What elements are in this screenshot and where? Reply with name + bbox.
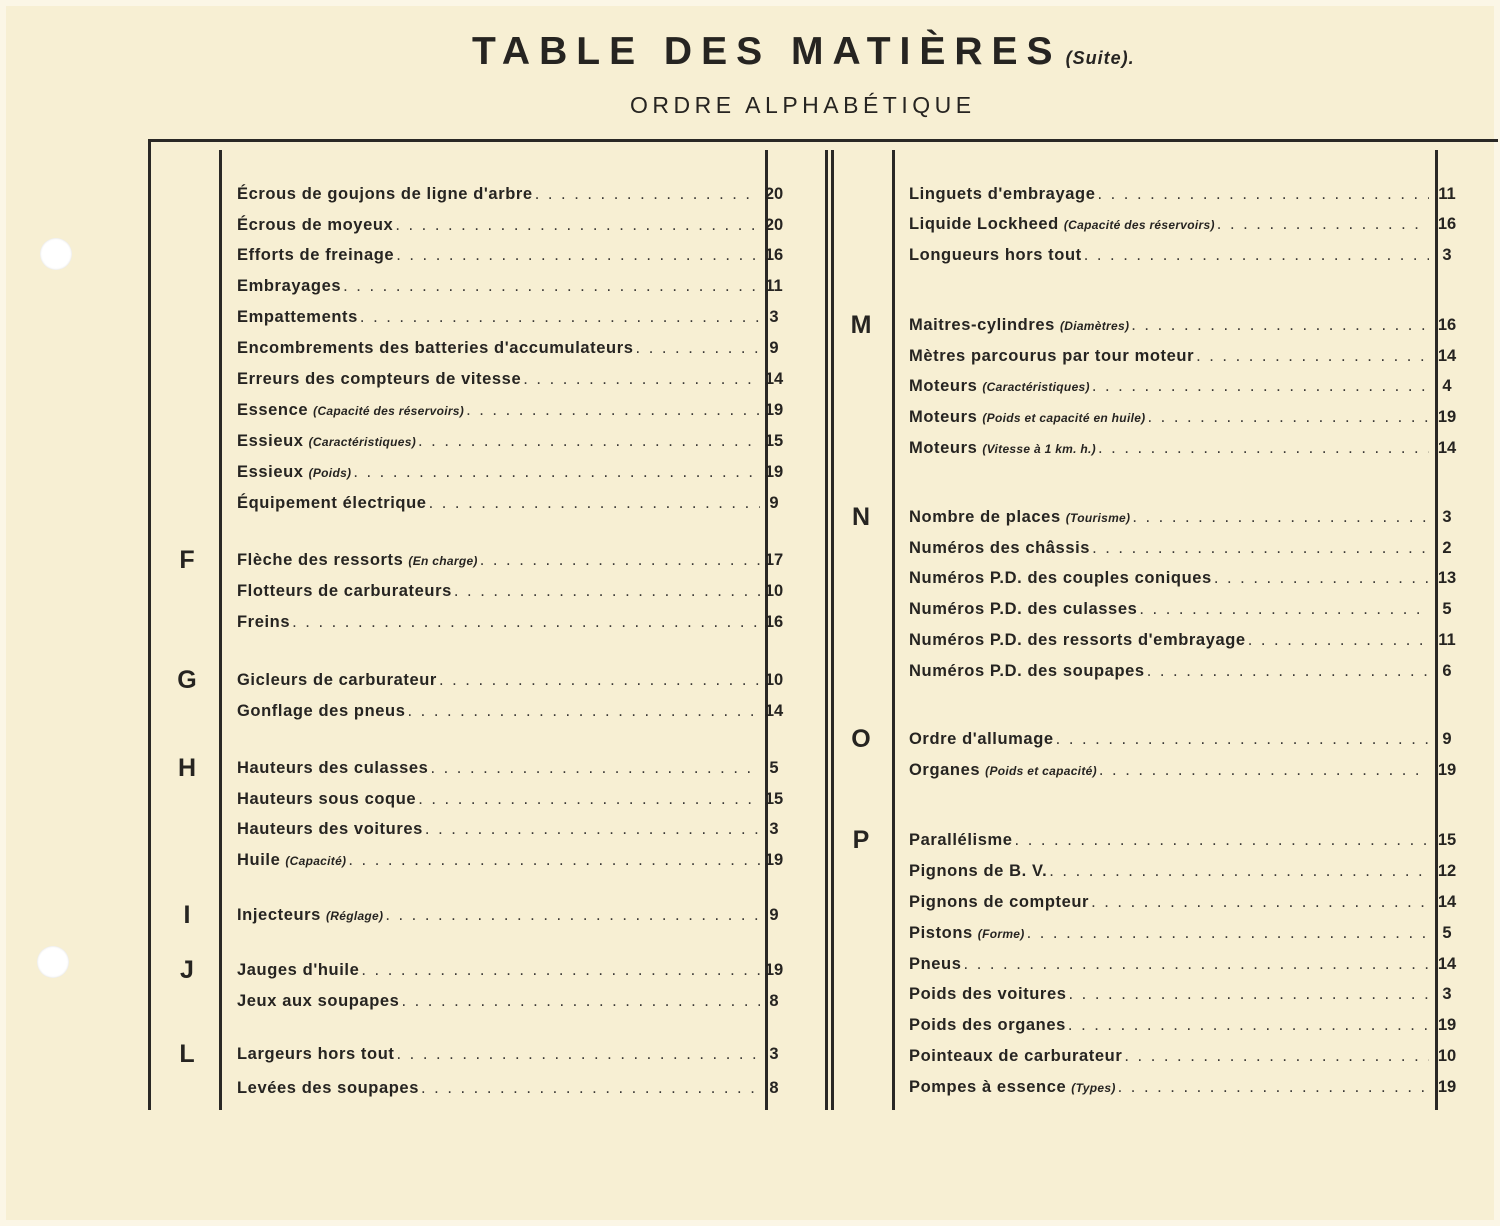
entry-page-number: 3 [769, 308, 779, 326]
dot-leader [1092, 377, 1429, 396]
entry-page-number: 15 [764, 790, 784, 808]
entry-label: Numéros P.D. des couples coniques [909, 569, 1212, 587]
title-text: TABLE DES MATIÈRES [472, 30, 1062, 73]
entry-page-number: 8 [769, 992, 779, 1010]
entry-note: (Caractéristiques) [308, 435, 417, 449]
dot-leader [466, 401, 760, 420]
dot-leader [1196, 347, 1429, 366]
index-entry[interactable] [909, 439, 1429, 463]
dot-leader [418, 432, 760, 451]
section-letter-o: O [851, 725, 871, 753]
entry-page-number: 19 [1437, 761, 1457, 779]
entry-label: Gonflage des pneus [237, 702, 406, 720]
entry-label: Numéros P.D. des culasses [909, 600, 1138, 618]
section-letter-m: M [850, 311, 872, 339]
entry-note: (Capacité) [285, 854, 347, 868]
page-subtitle: ORDRE ALPHABÉTIQUE [630, 92, 976, 118]
section-letter-g: G [177, 666, 197, 694]
entry-label: Équipement électrique [237, 494, 427, 512]
dot-leader [360, 308, 760, 327]
index-entry[interactable] [237, 1079, 760, 1103]
entry-note: (Poids et capacité en huile) [982, 411, 1146, 425]
entry-label: Hauteurs sous coque [237, 790, 417, 808]
entry-page-number: 5 [1442, 600, 1452, 618]
entry-label: Essieux [237, 432, 304, 450]
dot-leader [395, 216, 760, 235]
entry-page-number: 2 [1442, 539, 1452, 557]
index-entry[interactable] [909, 893, 1429, 917]
index-entry[interactable] [909, 408, 1429, 432]
dot-leader [430, 759, 760, 778]
index-entry[interactable] [237, 432, 760, 456]
entry-page-number: 19 [1437, 408, 1457, 426]
dot-leader [1069, 985, 1429, 1004]
index-entry[interactable] [909, 600, 1429, 624]
entry-label: Numéros P.D. des soupapes [909, 662, 1145, 680]
dot-leader [535, 185, 760, 204]
dot-leader [1139, 600, 1429, 619]
entry-label: Essence [237, 401, 309, 419]
index-entry[interactable] [909, 730, 1429, 754]
entry-page-number: 3 [1442, 508, 1452, 526]
index-entry[interactable] [237, 308, 760, 332]
entry-label: Organes [909, 761, 981, 779]
entry-label: Levées des soupapes [237, 1079, 419, 1097]
entry-label: Largeurs hors tout [237, 1045, 395, 1063]
index-entry[interactable] [237, 370, 760, 394]
entry-page-number: 19 [764, 463, 784, 481]
entry-page-number: 19 [764, 961, 784, 979]
dot-leader [1091, 893, 1429, 912]
entry-page-number: 17 [764, 551, 784, 569]
dot-leader [343, 277, 760, 296]
entry-label: Écrous de moyeux [237, 216, 394, 234]
entry-page-number: 3 [769, 820, 779, 838]
entry-page-number: 19 [764, 851, 784, 869]
entry-page-number: 9 [1442, 730, 1452, 748]
index-entry[interactable] [909, 215, 1429, 239]
index-entry[interactable] [237, 613, 760, 637]
entry-label: Maitres-cylindres [909, 316, 1055, 334]
entry-label: Embrayages [237, 277, 342, 295]
entry-page-number: 9 [769, 494, 779, 512]
section-letter-h: H [177, 754, 197, 782]
entry-label: Erreurs des compteurs de vitesse [237, 370, 522, 388]
index-entry[interactable] [237, 820, 760, 844]
entry-page-number: 11 [1438, 185, 1456, 203]
punch-hole-bottom [37, 946, 69, 978]
entry-label: Numéros P.D. des ressorts d'embrayage [909, 631, 1246, 649]
dot-leader [385, 906, 760, 925]
index-entry[interactable] [237, 582, 760, 606]
index-entry[interactable] [237, 790, 760, 814]
index-entry[interactable] [909, 955, 1429, 979]
index-entry[interactable] [909, 377, 1429, 401]
entry-label: Liquide Lockheed [909, 215, 1059, 233]
index-entry[interactable] [909, 924, 1429, 948]
entry-label: Moteurs [909, 408, 978, 426]
entry-page-number: 16 [764, 613, 784, 631]
entry-note: (Vitesse à 1 km. h.) [982, 442, 1096, 456]
index-entry[interactable] [909, 761, 1429, 785]
entry-label: Empattements [237, 308, 358, 326]
index-entry[interactable] [237, 702, 760, 726]
entry-page-number: 16 [764, 246, 784, 264]
dot-leader [480, 551, 760, 570]
entry-label: Nombre de places [909, 508, 1061, 526]
entry-label: Moteurs [909, 439, 978, 457]
section-letter-p: P [852, 826, 870, 854]
entry-page-number: 20 [764, 185, 784, 203]
entry-page-number: 3 [1442, 985, 1452, 1003]
dot-leader [292, 613, 760, 632]
entry-page-number: 3 [1442, 246, 1452, 264]
index-entry[interactable] [909, 347, 1429, 371]
index-entry[interactable] [909, 662, 1429, 686]
index-entry[interactable] [909, 831, 1429, 855]
entry-label: Gicleurs de carburateur [237, 671, 437, 689]
section-letter-j: J [180, 956, 194, 984]
entry-label: Pignons de compteur [909, 893, 1090, 911]
entry-page-number: 10 [1437, 1047, 1457, 1065]
index-entry[interactable] [909, 316, 1429, 340]
dot-leader [418, 790, 760, 809]
entry-label: Flotteurs de carburateurs [237, 582, 452, 600]
section-letter-f: F [179, 546, 195, 574]
entry-label: Pompes à essence [909, 1078, 1067, 1096]
entry-page-number: 14 [1437, 439, 1457, 457]
dot-leader [1098, 439, 1429, 458]
dot-leader [454, 582, 760, 601]
dot-leader [1214, 569, 1429, 588]
dot-leader [396, 1045, 760, 1064]
entry-page-number: 14 [1437, 893, 1457, 911]
dot-leader [1099, 761, 1429, 780]
dot-leader [421, 1079, 760, 1098]
entry-label: Longueurs hors tout [909, 246, 1082, 264]
dot-leader [1118, 1078, 1429, 1097]
section-letter-i: I [183, 901, 191, 929]
entry-page-number: 11 [1438, 631, 1456, 649]
index-entry[interactable] [237, 401, 760, 425]
index-entry[interactable] [237, 671, 760, 695]
entry-note: (Diamètres) [1059, 319, 1130, 333]
entry-page-number: 4 [1442, 377, 1452, 395]
entry-note: (Poids et capacité) [985, 764, 1097, 778]
entry-label: Pneus [909, 955, 962, 973]
dot-leader [1068, 1016, 1429, 1035]
entry-label: Moteurs [909, 377, 978, 395]
table-top-rule [148, 139, 1498, 142]
dot-leader [1124, 1047, 1429, 1066]
dot-leader [636, 339, 760, 358]
entry-page-number: 19 [1437, 1078, 1457, 1096]
left-outer-rule [148, 139, 151, 1110]
entry-note: (Poids) [308, 466, 352, 480]
entry-page-number: 20 [764, 216, 784, 234]
entry-page-number: 16 [1437, 215, 1457, 233]
entry-page-number: 3 [769, 1045, 779, 1063]
index-entry[interactable] [909, 862, 1429, 886]
left-letter-rule [219, 150, 222, 1110]
entry-note: (Capacité des réservoirs) [313, 404, 465, 418]
index-entry[interactable] [237, 339, 760, 363]
entry-page-number: 5 [769, 759, 779, 777]
dot-leader [353, 463, 760, 482]
section-letter-l: L [179, 1040, 195, 1068]
index-entry[interactable] [237, 277, 760, 301]
entry-label: Pointeaux de carburateur [909, 1047, 1123, 1065]
index-entry[interactable] [909, 185, 1429, 209]
punch-hole-top [40, 238, 72, 270]
index-entry[interactable] [909, 246, 1429, 270]
dot-leader [408, 702, 761, 721]
index-entry[interactable] [237, 246, 760, 270]
entry-page-number: 9 [769, 339, 779, 357]
index-entry[interactable] [237, 185, 760, 209]
entry-label: Huile [237, 851, 281, 869]
center-rule-b [831, 150, 834, 1110]
entry-note: (Réglage) [325, 909, 384, 923]
index-entry[interactable] [909, 1047, 1429, 1071]
entry-page-number: 14 [764, 702, 784, 720]
dot-leader [439, 671, 760, 690]
entry-page-number: 19 [1437, 1016, 1457, 1034]
index-entry[interactable] [237, 992, 760, 1016]
entry-label: Hauteurs des voitures [237, 820, 423, 838]
dot-leader [396, 246, 760, 265]
index-entry[interactable] [237, 759, 760, 783]
dot-leader [1027, 924, 1429, 943]
dot-leader [429, 494, 760, 513]
title-suite: (Suite). [1065, 48, 1135, 68]
index-entry[interactable] [237, 494, 760, 518]
entry-note: (Caractéristiques) [982, 380, 1090, 394]
index-entry[interactable] [237, 463, 760, 487]
entry-label: Ordre d'allumage [909, 730, 1054, 748]
entry-label: Essieux [237, 463, 304, 481]
page-title [472, 30, 1135, 74]
dot-leader [1131, 316, 1429, 335]
dot-leader [1084, 246, 1429, 265]
entry-page-number: 16 [1437, 316, 1457, 334]
entry-label: Pistons [909, 924, 973, 942]
entry-page-number: 14 [1437, 955, 1457, 973]
entry-page-number: 15 [1437, 831, 1457, 849]
index-entry[interactable] [237, 1045, 760, 1069]
index-entry[interactable] [909, 508, 1429, 532]
entry-page-number: 13 [1437, 569, 1457, 587]
entry-label: Numéros des châssis [909, 539, 1091, 557]
entry-label: Poids des organes [909, 1016, 1066, 1034]
entry-note: (Forme) [977, 927, 1025, 941]
index-entry[interactable] [237, 851, 760, 875]
section-letter-n: N [851, 503, 871, 531]
index-entry[interactable] [237, 216, 760, 240]
index-entry[interactable] [909, 985, 1429, 1009]
dot-leader [361, 961, 760, 980]
entry-label: Jeux aux soupapes [237, 992, 400, 1010]
dot-leader [1147, 662, 1429, 681]
dot-leader [1015, 831, 1429, 850]
center-rule-a [825, 150, 828, 1110]
entry-label: Flèche des ressorts [237, 551, 404, 569]
index-entry[interactable] [909, 1078, 1429, 1102]
index-entry[interactable] [909, 631, 1429, 655]
entry-label: Écrous de goujons de ligne d'arbre [237, 185, 533, 203]
entry-label: Linguets d'embrayage [909, 185, 1096, 203]
entry-label: Hauteurs des culasses [237, 759, 429, 777]
index-entry[interactable] [237, 906, 760, 930]
entry-label: Freins [237, 613, 291, 631]
entry-label: Jauges d'huile [237, 961, 360, 979]
index-entry[interactable] [237, 961, 760, 985]
index-entry[interactable] [909, 539, 1429, 563]
entry-label: Mètres parcourus par tour moteur [909, 347, 1195, 365]
entry-page-number: 10 [764, 671, 784, 689]
dot-leader [523, 370, 760, 389]
dot-leader [964, 955, 1429, 974]
entry-label: Encombrements des batteries d'accumulateurs [237, 339, 634, 357]
dot-leader [1092, 539, 1429, 558]
entry-page-number: 6 [1442, 662, 1452, 680]
entry-page-number: 12 [1437, 862, 1457, 880]
entry-label: Efforts de freinage [237, 246, 395, 264]
index-entry[interactable] [909, 1016, 1429, 1040]
entry-label: Parallélisme [909, 831, 1013, 849]
entry-note: (En charge) [408, 554, 478, 568]
dot-leader [1217, 215, 1429, 234]
entry-page-number: 11 [765, 277, 783, 295]
entry-page-number: 8 [769, 1079, 779, 1097]
entry-page-number: 15 [764, 432, 784, 450]
entry-page-number: 14 [764, 370, 784, 388]
dot-leader [1248, 631, 1429, 650]
dot-leader [425, 820, 760, 839]
entry-page-number: 10 [764, 582, 784, 600]
index-entry[interactable] [237, 551, 760, 575]
entry-page-number: 19 [764, 401, 784, 419]
dot-leader [1132, 508, 1429, 527]
dot-leader [1056, 730, 1429, 749]
entry-label: Injecteurs [237, 906, 321, 924]
dot-leader [401, 992, 760, 1011]
index-entry[interactable] [909, 569, 1429, 593]
dot-leader [348, 851, 760, 870]
entry-page-number: 5 [1442, 924, 1452, 942]
entry-note: (Tourisme) [1065, 511, 1131, 525]
entry-page-number: 9 [769, 906, 779, 924]
entry-note: (Capacité des réservoirs) [1063, 218, 1215, 232]
dot-leader [1097, 185, 1429, 204]
dot-leader [1049, 862, 1429, 881]
entry-page-number: 14 [1437, 347, 1457, 365]
entry-note: (Types) [1071, 1081, 1116, 1095]
dot-leader [1147, 408, 1429, 427]
entry-label: Poids des voitures [909, 985, 1067, 1003]
right-letter-rule [892, 150, 895, 1110]
entry-label: Pignons de B. V. [909, 862, 1048, 880]
